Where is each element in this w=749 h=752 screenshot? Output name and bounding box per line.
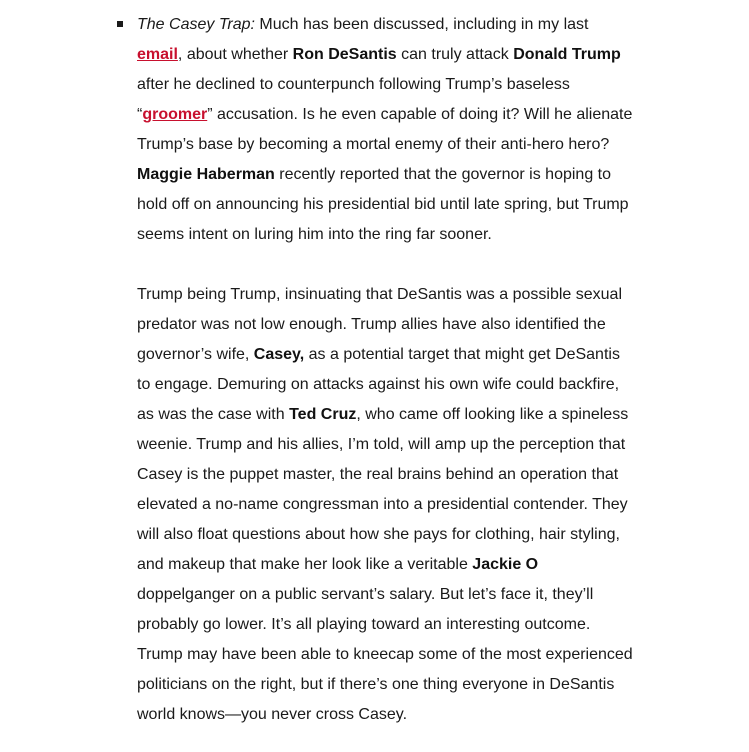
paragraph-text: ” accusation. Is he even capable of doing it? Will he alienate Trump’s base by becoming a mortal enemy of their anti-hero hero? <box>137 106 633 153</box>
email-link[interactable]: email <box>137 46 178 63</box>
article-body <box>137 10 637 730</box>
paragraph-text: after he declined to counterpunch following Trump’s baseless “ <box>137 76 570 123</box>
paragraph-text: , about whether <box>177 46 293 63</box>
name-maggie-haberman: Maggie Haberman <box>137 166 275 183</box>
paragraph-text: Trump being Trump, insinuating that DeSantis was a possible sexual predator was not low enough. Trump allies have also identified the governor’s wife, <box>137 286 622 363</box>
groomer-link[interactable]: groomer <box>142 106 208 123</box>
paragraph <box>137 280 637 730</box>
section-lead: The Casey Trap: <box>137 16 255 33</box>
paragraph-text: Much has been discussed, including in my last <box>254 16 589 33</box>
name-donald-trump: Donald Trump <box>513 46 621 63</box>
name-ted-cruz: Ted Cruz <box>289 406 357 423</box>
bullet-paragraph <box>137 10 637 250</box>
paragraph-text: can truly attack <box>396 46 514 63</box>
name-ron-desantis: Ron DeSantis <box>292 46 397 63</box>
name-casey: Casey, <box>253 346 305 363</box>
paragraph-text: , who came off looking like a spineless weenie. Trump and his allies, I’m told, will amp up the perception that Casey is the puppet master, the real brains behind an operation that elevated a no-name congressman into a presidential contender. They will also float questions about how she pays for clothing, hair styling, and makeup that make her look like a veritable <box>137 406 629 573</box>
bullet-marker <box>117 21 123 27</box>
paragraph-text: as a potential target that might get DeSantis to engage. Demuring on attacks against his own wife could backfire, as was the case with <box>137 346 620 423</box>
name-jackie-o: Jackie O <box>472 556 539 573</box>
paragraph-text: recently reported that the governor is hoping to hold off on announcing his presidential bid until late spring, but Trump seems intent on luring him into the ring far sooner. <box>137 166 629 243</box>
paragraph-text: doppelganger on a public servant’s salary. But let’s face it, they’ll probably go lower. It’s all playing toward an interesting outcome. Trump may have been able to kneecap some of the most experienced politicians on the right, but if there’s one thing everyone in DeSantis world knows—you never cross Casey. <box>137 586 633 723</box>
